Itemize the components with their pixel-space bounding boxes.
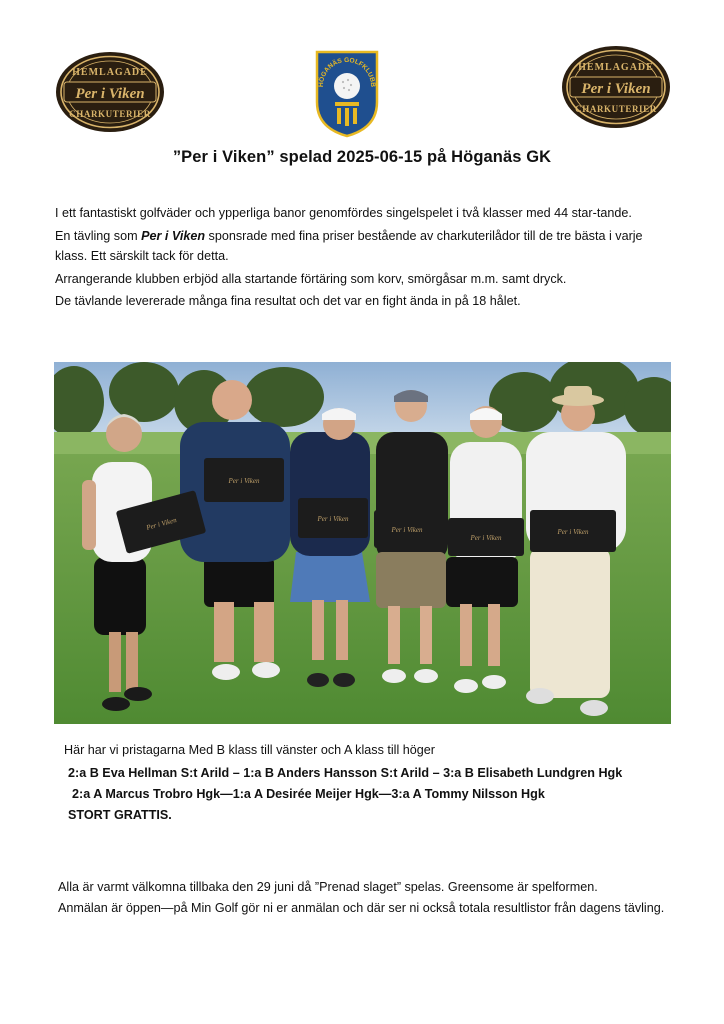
sponsor-name: Per i Viken: [141, 228, 206, 243]
intro-paragraph-2: [55, 226, 655, 267]
per-i-viken-logo-left: [55, 51, 165, 133]
logo-left-top: HEMLAGADE: [72, 67, 148, 78]
prize-box-6: [530, 510, 616, 552]
closing-paragraph-2: Anmälan är öppen—på Min Golf gör ni er anmälan och där ser ni också totala resultlistor från dagens tävling.: [58, 900, 665, 915]
intro-paragraph-3: Arrangerande klubben erbjöd alla startande förtäring som korv, smörgåsar m.m. samt dryck.: [55, 271, 567, 286]
photo-caption: [64, 743, 684, 826]
intro-text: [55, 203, 655, 312]
intro-paragraph-4: De tävlande levererade många fina resultat och det var en fight ända in på 18 hålet.: [55, 294, 521, 309]
logo-right-middle: Per i Viken: [581, 81, 651, 97]
a-class-winners: 2:a A Marcus Trobro Hgk—1:a A Desirée Meijer Hgk—3:a A Tommy Nilsson Hgk: [72, 787, 545, 801]
svg-text:Per i Viken: Per i Viken: [317, 515, 349, 523]
club-ring-text: HÖGANÄS GOLFKLUBB: [317, 56, 377, 88]
closing-text: [58, 877, 678, 918]
logo-right-top: HEMLAGADE: [578, 62, 654, 73]
svg-text:Per i Viken: Per i Viken: [145, 516, 178, 532]
congrats-text: STORT GRATTIS.: [68, 808, 172, 822]
prize-box-2: [204, 458, 284, 502]
intro-paragraph-1: I ett fantastiskt golfväder och ypperliga banor genomfördes singelspelet i två klasser med 44 star-tande.: [55, 206, 632, 220]
prize-box-4: [374, 510, 440, 548]
winners-list: [64, 763, 684, 826]
b-class-winners: 2:a B Eva Hellman S:t Arild – 1:a B Anders Hansson S:t Arild – 3:a B Elisabeth Lundgren Hgk: [68, 766, 623, 780]
intro-p2-after: sponsrade med fina priser bestående av charkuterilådor till de tre bästa i varje klass. Ett särskilt tack för detta.: [55, 228, 643, 264]
page-title: ”Per i Viken” spelad 2025-06-15 på Höganäs GK: [172, 148, 552, 166]
closing-paragraph-1: Alla är varmt välkomna tillbaka den 29 juni då ”Prenad slaget” spelas. Greensome är spelformen.: [58, 880, 598, 894]
prize-box-5: [448, 518, 524, 556]
logo-left-middle: Per i Viken: [75, 86, 145, 102]
caption-intro: Här har vi pristagarna Med B klass till vänster och A klass till höger: [64, 743, 435, 757]
logo-left-bottom: CHARKUTERIER: [69, 109, 151, 119]
intro-p2-before: En tävling som: [55, 228, 142, 243]
prize-box-3: [298, 498, 368, 538]
svg-text:Per i Viken: Per i Viken: [228, 477, 260, 485]
svg-text:Per i Viken: Per i Viken: [391, 526, 423, 534]
hoganas-golfklubb-logo: [313, 48, 381, 138]
logo-right-bottom: CHARKUTERIER: [575, 104, 657, 114]
winners-group-photo: [54, 362, 671, 724]
per-i-viken-logo-right: [561, 45, 671, 129]
svg-text:Per i Viken: Per i Viken: [557, 528, 589, 536]
svg-text:Per i Viken: Per i Viken: [470, 534, 502, 542]
